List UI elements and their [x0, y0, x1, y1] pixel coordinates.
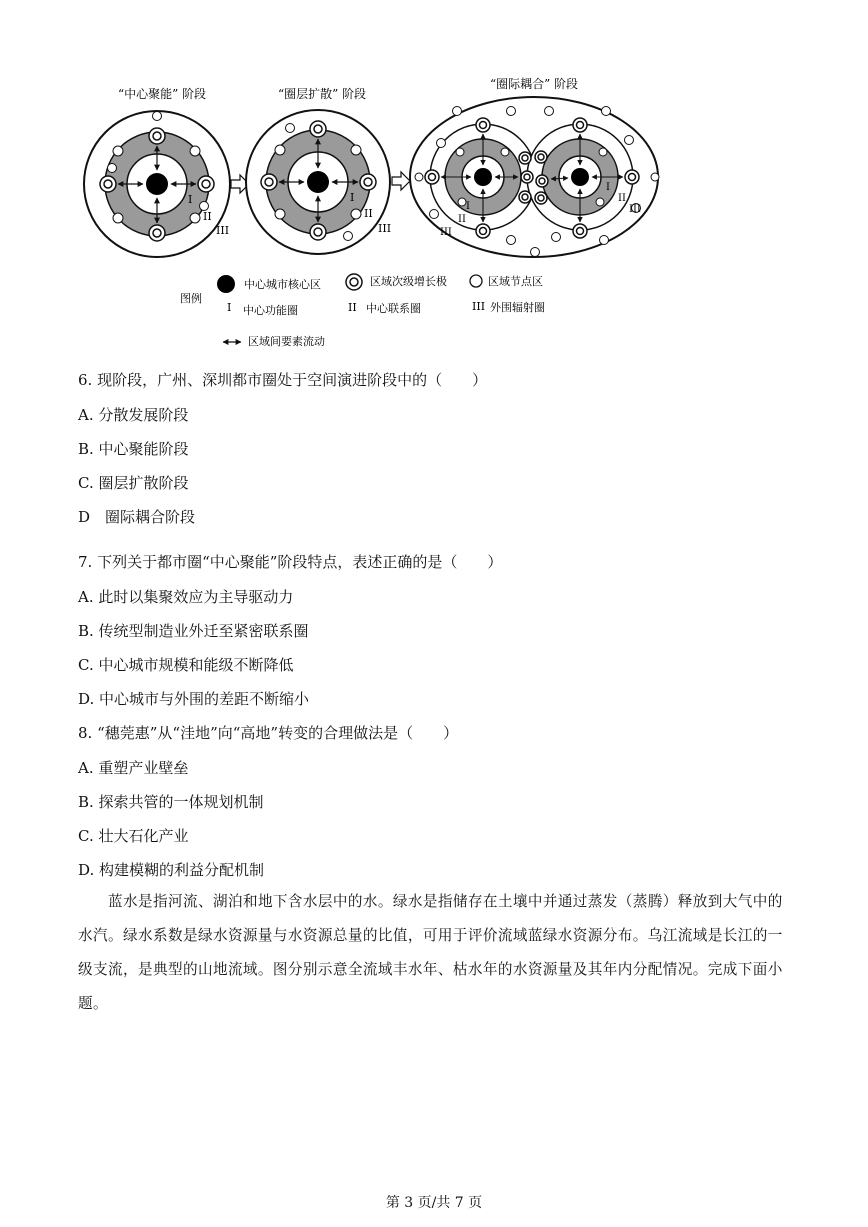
question-8-option-c: C. 壮大石化产业	[78, 827, 189, 845]
legend-core-swatch	[217, 275, 235, 293]
svg-text:III: III	[216, 224, 230, 237]
svg-text:中心功能圈: 中心功能圈	[243, 304, 298, 317]
question-7-option-b: B. 传统型制造业外迁至紧密联系圈	[78, 622, 309, 640]
svg-text:II: II	[203, 210, 212, 223]
svg-text:II: II	[618, 193, 626, 204]
svg-text:中心城市核心区: 中心城市核心区	[244, 278, 321, 291]
question-8-option-d: D. 构建模糊的利益分配机制	[78, 861, 265, 879]
svg-text:II: II	[364, 207, 373, 220]
question-8-option-b: B. 探索共管的一体规划机制	[78, 793, 264, 811]
svg-text:III: III	[378, 222, 392, 235]
question-6-option-c: C. 圈层扩散阶段	[78, 474, 189, 492]
question-6-option-a: A. 分散发展阶段	[78, 406, 189, 424]
reading-passage: 蓝水是指河流、湖泊和地下含水层中的水。绿水是指储存在土壤中并通过蒸发（蒸腾）释放到大气中的水汽。绿水系数是绿水资源量与水资源总量的比值，可用于评价流域蓝绿水资源分布。乌江流域是长江的一级支流，是典型的山地流域。图分别示意全流域丰水年、枯水年的水资源量及其年内分配情况。完成下面小题。	[78, 893, 783, 1012]
question-6-option-b: B. 中心聚能阶段	[78, 440, 189, 458]
stage2-diagram	[246, 110, 391, 254]
svg-text:III: III	[440, 227, 452, 238]
question-6-stem: 6. 现阶段，广州、深圳都市圈处于空间演进阶段中的（ ）	[78, 371, 488, 389]
core-dot	[146, 173, 168, 195]
stage1-title: “中心聚能” 阶段	[117, 87, 207, 101]
question-8-option-a: A. 重塑产业壁垒	[78, 759, 189, 777]
svg-text:区域次级增长极: 区域次级增长极	[370, 275, 447, 288]
svg-text:I: I	[606, 182, 610, 193]
svg-text:II: II	[458, 214, 466, 225]
svg-text:II: II	[348, 301, 357, 314]
svg-text:I: I	[466, 201, 470, 212]
question-7-option-d: D. 中心城市与外围的差距不断缩小	[78, 690, 310, 708]
svg-text:图例: 图例	[180, 292, 202, 305]
svg-text:I: I	[188, 193, 193, 206]
svg-text:区域间要素流动: 区域间要素流动	[248, 335, 325, 348]
svg-text:III: III	[472, 300, 486, 313]
stage1-diagram	[84, 111, 230, 257]
question-7-stem: 7. 下列关于都市圈“中心聚能”阶段特点，表述正确的是（ ）	[78, 553, 503, 571]
svg-text:区域节点区: 区域节点区	[488, 275, 543, 288]
svg-text:中心联系圈: 中心联系圈	[366, 302, 421, 315]
stage2-title: “圈层扩散” 阶段	[277, 87, 367, 101]
stage3-title: “圈际耦合” 阶段	[489, 77, 579, 91]
question-7-option-c: C. 中心城市规模和能级不断降低	[78, 656, 294, 674]
stage3-diagram	[410, 97, 659, 257]
page-footer: 第 3 页/共 7 页	[385, 1195, 483, 1211]
question-8-stem: 8. “穗莞惠”从“洼地”向“高地”转变的合理做法是（ ）	[78, 724, 459, 742]
question-7-option-a: A. 此时以集聚效应为主导驱动力	[78, 588, 294, 606]
legend-node-swatch	[470, 275, 482, 287]
svg-text:I: I	[350, 191, 355, 204]
legend	[180, 274, 545, 348]
svg-text:外围辐射圈: 外围辐射圈	[490, 301, 545, 314]
urban-circle-diagram	[0, 0, 868, 360]
svg-text:I: I	[227, 301, 232, 314]
question-6-option-d: D 圈际耦合阶段	[78, 508, 196, 526]
svg-text:III: III	[629, 204, 641, 215]
